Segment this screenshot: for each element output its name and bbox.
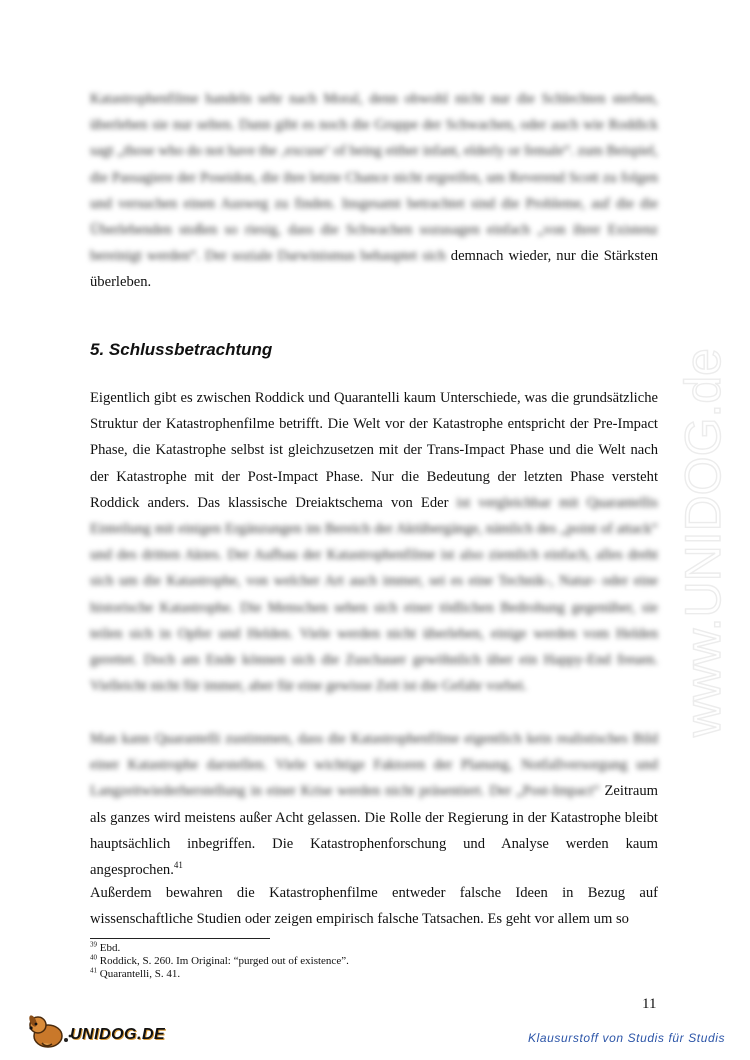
top-paragraph bbox=[90, 86, 658, 296]
footnote: $^{40}$ Roddick, S. 260. Im Original: “purged out of existence”. bbox=[90, 953, 349, 967]
footnote: $^{39}$ Ebd. bbox=[90, 940, 121, 954]
blurred-text: Katastrophenfilme handeln sehr nach Moral, denn obwohl nicht nur die Schlechten sterben, überleben sie nur selten. Dann gibt es noch die Gruppe der Schwachen, oder auch wie Roddick sagt „those who do not have the ‚excuse‘ of being either infant, elderly or female“. zum Beispiel, die Passagiere der Poseidon, die ihre letzte Chance nicht ergreifen, um Reverend Scott zu folgen und versuchen einen Ausweg zu finden. Insgesamt betrachtet sind die Probleme, auf die die Überlebenden stoßen so riesig, dass die Schwachen sozusagen einfach „von ihrer Existenz bereinigt werden“. Der soziale Darwinismus behauptet sich bbox=[90, 91, 658, 265]
logo-text: UNIDOG.DE bbox=[70, 1026, 166, 1043]
page-number: 11 bbox=[642, 996, 657, 1012]
footnote-ref: 41 bbox=[173, 860, 183, 871]
tagline: Klausurstoff von Studis für Studis bbox=[528, 1031, 726, 1045]
footnote-divider bbox=[90, 938, 270, 939]
blurred-text: ist vergleichbar mit Quarantellis Einteilung mit einigen Ergänzungen im Bereich der Aktübergänge, nämlich des „point of attack“ und des dritten Aktes. Der Aufbau der Katastrophenfilme ist also ziemlich einfach, alles dreht sich um die Katastrophe, von welcher Art auch immer, sei es eine Technik-, Natur- oder eine historische Katastrophe. Die Menschen sehen sich einer tödlichen Bedrohung gegenüber, sie teilen sich in Opfer und Helden. Viele werden nicht überleben, einige werden vom Helden gerettet. Doch am Ende können sich die Zuschauer gewöhnlich über ein Happy-End freuen. Vielleicht nicht für immer, aber für eine gewisse Zeit ist die Gefahr vorbei. bbox=[90, 494, 658, 695]
main-paragraph bbox=[90, 385, 658, 699]
third-paragraph: Außerdem bewahren die Katastrophenfilme entweder falsche Ideen in Bezug auf wissenschaftliche Studien oder zeigen empirisch falsche Tatsachen. Es geht vor allem um so bbox=[90, 885, 658, 928]
visible-text: Zeitraum als ganzes wird meistens außer Acht gelassen. Die Rolle der Regierung in der Katastrophe bleibt hauptsächlich inbegriffen. Die Katastrophenforschung und Analyse werden kaum angesprochen. bbox=[90, 783, 659, 879]
second-paragraph bbox=[90, 726, 658, 883]
watermark bbox=[668, 282, 738, 742]
footnotes bbox=[90, 942, 349, 981]
visible-text: Eigentlich gibt es zwischen Roddick und Quarantelli kaum Unterschiede, was die grundsätzliche Struktur der Katastrophenfilme betrifft. Die Welt vor der Katastrophe entspricht der Pre-Impact Phase, die Katastrophe selbst ist gleichzusetzen mit der Trans-Impact Phase und die Welt nach der Katastrophe mit der Post-Impact Phase. Nur die Bedeutung der letzten Phase versteht Roddick anders. Das klassische Dreiaktschema von Eder bbox=[90, 390, 658, 511]
watermark-text: www.UNIDOG.de bbox=[675, 348, 731, 737]
blurred-text: Man kann Quarantelli zustimmen, dass die Katastrophenfilme eigentlich kein realistisches Bild einer Katastrophe darstellen. Viele wichtige Faktoren der Planung, Notfallversorgung und Langzeitwiederherstellung in einer Krise werden nicht präsentiert. Der „Post-Impact“ bbox=[90, 731, 658, 800]
visible-text: demnach wieder, nur die Stärksten überleben. bbox=[90, 248, 659, 291]
section-heading: 5. Schlussbetrachtung bbox=[90, 340, 273, 359]
footnote: $^{41}$ Quarantelli, S. 41. bbox=[90, 966, 181, 980]
